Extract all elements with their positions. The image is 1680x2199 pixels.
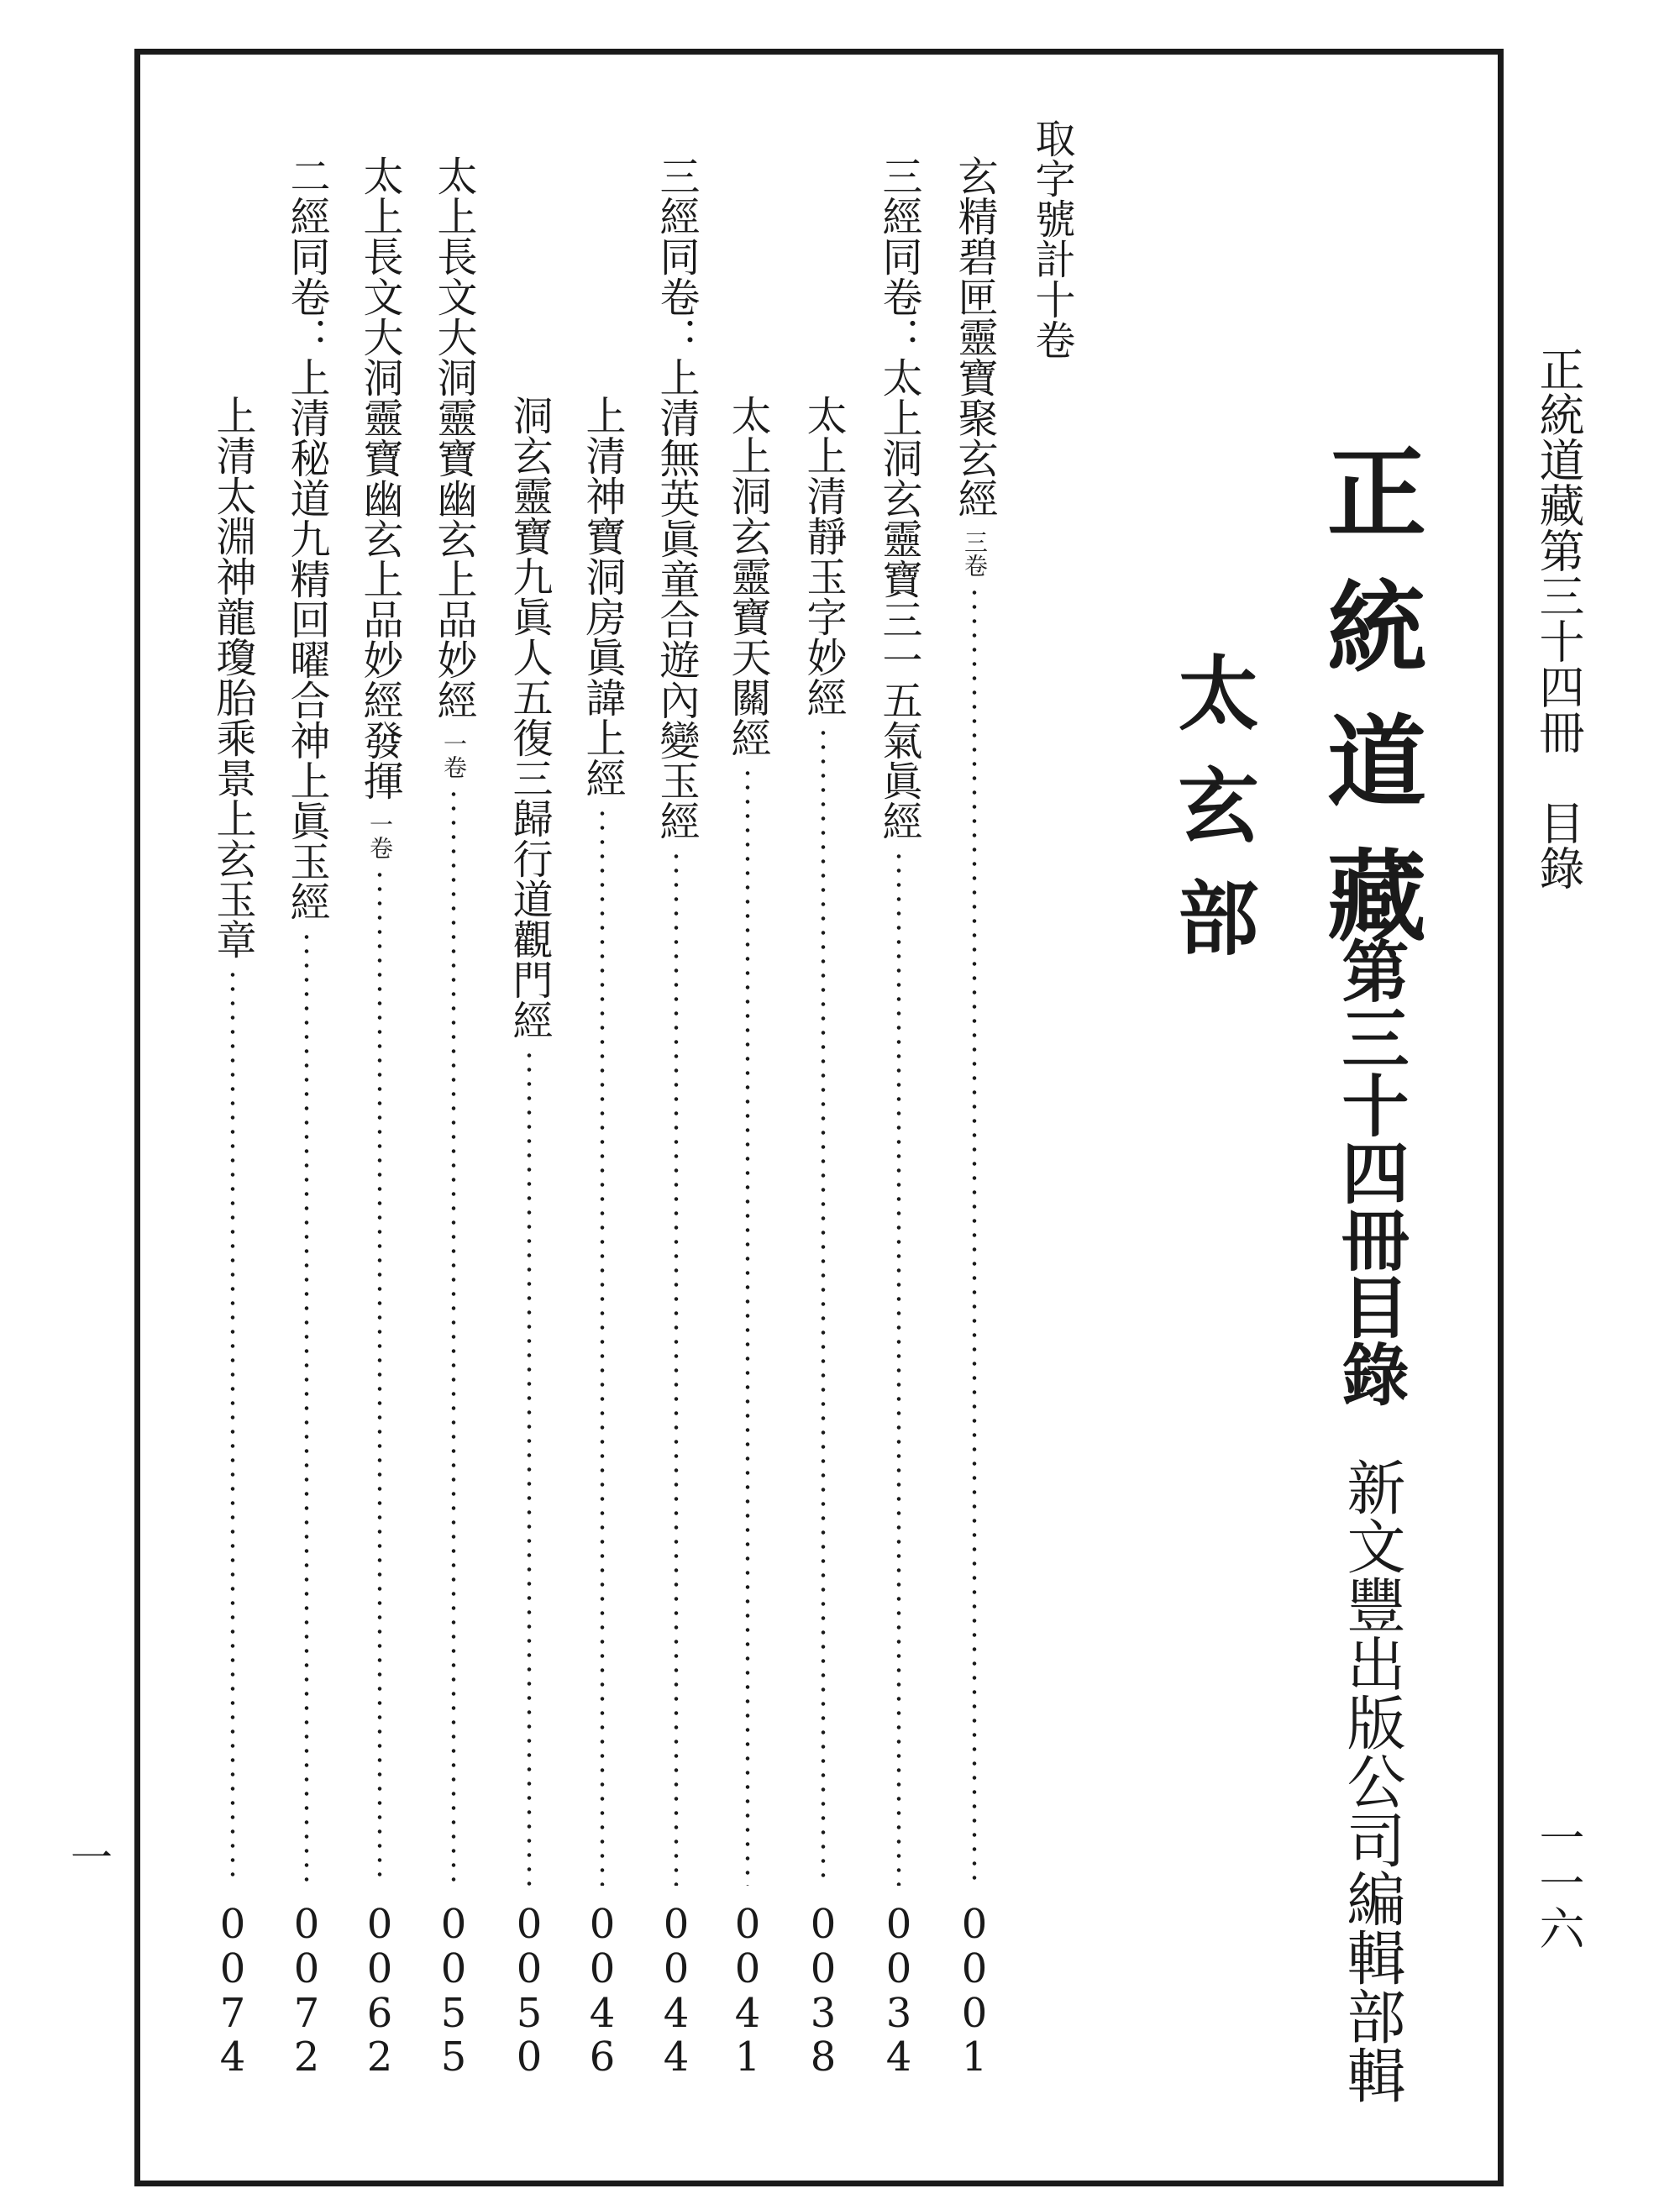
toc-entry-title: 三經同卷：上清無英眞童合遊內變玉經 xyxy=(653,155,700,841)
page-digit: 0 xyxy=(961,1901,988,1948)
leader-dots xyxy=(451,787,456,1886)
toc-entry-volumes: 一卷 xyxy=(440,732,468,779)
department-name: 太玄部 xyxy=(1165,651,1259,989)
toc-entry-title: 太上長文大洞靈寶幽玄上品妙經 xyxy=(430,155,477,720)
leader-dots xyxy=(377,868,382,1886)
toc-entry-title: 上清太淵神龍瓊胎乘景上玄玉章 xyxy=(209,395,256,959)
leader-dots xyxy=(527,1048,532,1886)
page-digit: 0 xyxy=(366,1944,393,1992)
page-digit: 0 xyxy=(440,1944,467,1992)
page-digit: 6 xyxy=(366,1989,393,2037)
page-digit: 0 xyxy=(589,1901,616,1948)
page-digit: 7 xyxy=(293,1989,320,2037)
page-digit: 4 xyxy=(589,1989,616,2037)
page-digit: 0 xyxy=(885,1944,912,1992)
toc-entry-page xyxy=(954,1902,995,2080)
page-digit: 4 xyxy=(219,2034,246,2081)
toc-entry-title: 三經同卷：太上洞玄靈寶三一五氣眞經 xyxy=(875,155,922,841)
page-digit: 0 xyxy=(219,1944,246,1992)
page-digit: 0 xyxy=(663,1901,690,1948)
page-digit: 4 xyxy=(663,2034,690,2081)
page-digit: 8 xyxy=(810,2034,837,2081)
page-digit: 0 xyxy=(366,1901,393,1948)
toc-entry-page xyxy=(433,1902,474,2080)
toc-entry-title: 玄精碧匣靈寶聚玄經 xyxy=(951,155,998,518)
page-digit: 0 xyxy=(293,1944,320,1992)
page-digit: 4 xyxy=(734,1989,761,2037)
page-digit: 0 xyxy=(885,1901,912,1948)
toc-entry-volumes: 一卷 xyxy=(366,812,394,859)
toc-entry-volumes: 三卷 xyxy=(961,530,989,577)
page-digit: 3 xyxy=(810,1989,837,2037)
leader-dots xyxy=(674,849,679,1886)
page-digit: 6 xyxy=(589,2034,616,2081)
page-digit: 0 xyxy=(516,1944,543,1992)
toc-entry-title: 太上洞玄靈寶天關經 xyxy=(724,395,771,758)
running-header: 正統道藏第三十四冊 目錄 xyxy=(1532,346,1585,890)
publisher: 新文豐出版公司編輯部輯 xyxy=(1337,1457,1406,2104)
toc-entry-title: 太上長文大洞靈寶幽玄上品妙經發揮 xyxy=(356,155,403,800)
leader-dots xyxy=(600,806,605,1886)
page-digit: 0 xyxy=(734,1901,761,1948)
page-digit: 0 xyxy=(516,1901,543,1948)
leader-dots xyxy=(972,585,977,1886)
page-digit: 1 xyxy=(961,2034,988,2081)
leader-dots xyxy=(304,930,309,1886)
page-digit: 5 xyxy=(440,1989,467,2037)
volume-subtitle: 第三十四冊目錄 xyxy=(1331,937,1409,1407)
page-digit: 0 xyxy=(440,1901,467,1948)
page-digit: 4 xyxy=(885,2034,912,2081)
page-digit: 0 xyxy=(734,1944,761,1992)
page-digit: 0 xyxy=(961,1944,988,1992)
leader-dots xyxy=(230,968,235,1886)
page-digit: 2 xyxy=(366,2034,393,2081)
toc-entry-page xyxy=(360,1902,400,2080)
toc-entry-page xyxy=(879,1902,919,2080)
page-digit: 0 xyxy=(810,1901,837,1948)
page-digit: 0 xyxy=(961,1989,988,2037)
toc-entry-page xyxy=(286,1902,327,2080)
margin-mark: 一 xyxy=(64,1835,113,1877)
toc-entry-title: 太上清靜玉字妙經 xyxy=(800,395,847,717)
page-digit: 0 xyxy=(516,2034,543,2081)
toc-entry-page xyxy=(803,1902,843,2080)
toc-entry-page xyxy=(727,1902,768,2080)
toc-entry-page xyxy=(582,1902,622,2080)
page-digit: 5 xyxy=(440,2034,467,2081)
leader-dots xyxy=(896,849,901,1886)
toc-entry-title: 上清神寶洞房眞諱上經 xyxy=(579,395,626,798)
page-digit: 0 xyxy=(589,1944,616,1992)
page-frame xyxy=(134,49,1504,2186)
page-digit: 0 xyxy=(663,1944,690,1992)
page-digit: 7 xyxy=(219,1989,246,2037)
leader-dots xyxy=(821,726,826,1886)
page-digit: 3 xyxy=(885,1989,912,2037)
page-digit: 0 xyxy=(219,1901,246,1948)
toc-entry-title: 洞玄靈寶九眞人五復三歸行道觀門經 xyxy=(506,395,553,1040)
page-digit: 4 xyxy=(663,1989,690,2037)
book-title: 正統道藏 xyxy=(1310,441,1426,979)
toc-entry-page xyxy=(656,1902,696,2080)
page-digit: 1 xyxy=(734,2034,761,2081)
toc-entry-page xyxy=(213,1902,253,2080)
page-number: 一一六 xyxy=(1532,1814,1585,1950)
page-digit: 5 xyxy=(516,1989,543,2037)
page-digit: 2 xyxy=(293,2034,320,2081)
leader-dots xyxy=(745,766,750,1886)
toc-entry-title: 二經同卷：上清秘道九精回曜合神上眞玉經 xyxy=(283,155,330,921)
page-digit: 0 xyxy=(293,1901,320,1948)
toc-entry-page xyxy=(509,1902,549,2080)
summary-line: 取字號計十卷 xyxy=(1028,118,1075,360)
page-digit: 0 xyxy=(810,1944,837,1992)
